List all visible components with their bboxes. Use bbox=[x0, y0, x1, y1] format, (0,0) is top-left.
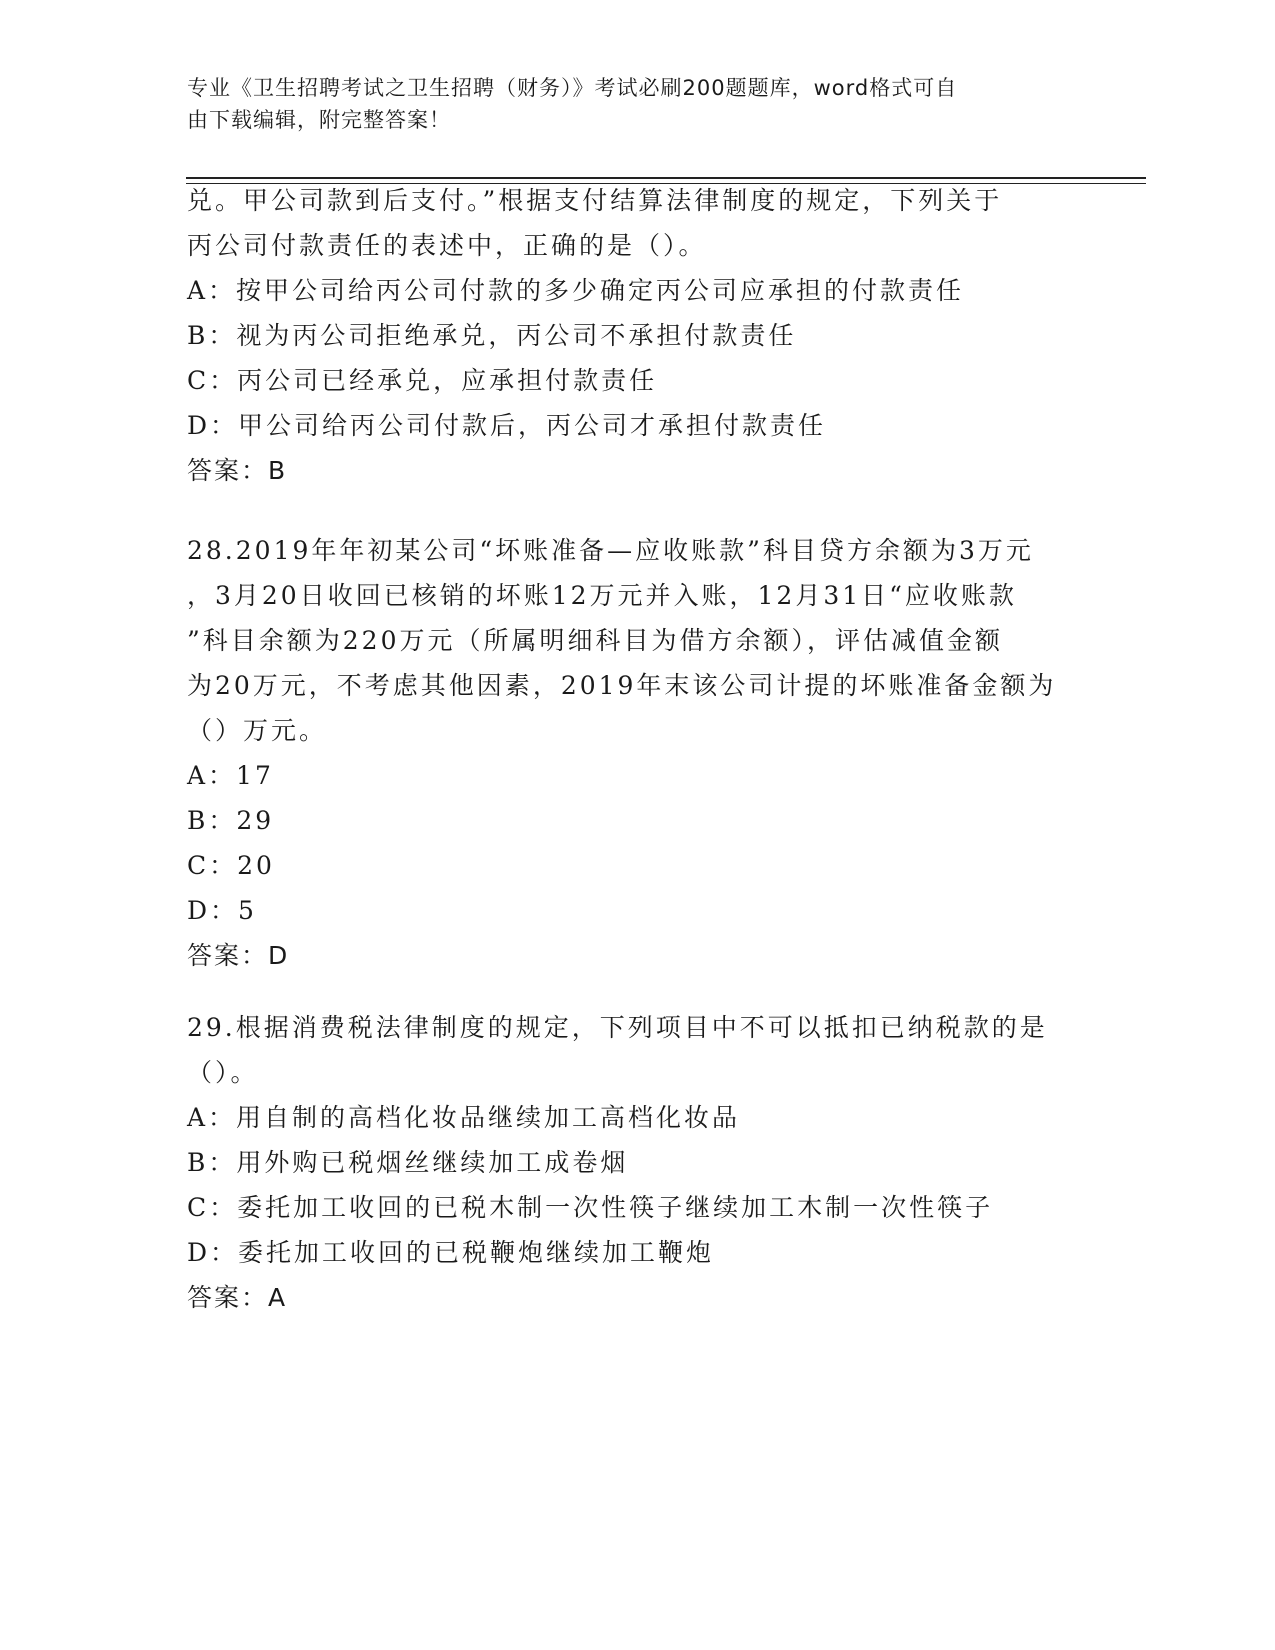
question-text-line: 为20万元，不考虑其他因素，2019年末该公司计提的坏账准备金额为 bbox=[187, 671, 1057, 700]
question-text-line: 丙公司付款责任的表述中，正确的是（）。 bbox=[187, 231, 707, 260]
option-c: C：20 bbox=[187, 851, 275, 880]
answer-line: 答案：D bbox=[187, 941, 290, 970]
option-d: D：甲公司给丙公司付款后，丙公司才承担付款责任 bbox=[187, 411, 827, 440]
option-a: A：用自制的高档化妆品继续加工高档化妆品 bbox=[187, 1103, 741, 1132]
question-text-line: 28.2019年年初某公司“坏账准备—应收账款”科目贷方余额为3万元 bbox=[187, 536, 1034, 565]
question-text-line: 兑。甲公司款到后支付。”根据支付结算法律制度的规定，下列关于 bbox=[187, 186, 1003, 215]
option-b: B：29 bbox=[187, 806, 275, 835]
question-27 bbox=[187, 178, 1087, 493]
question-29 bbox=[187, 1005, 1087, 1320]
question-28 bbox=[187, 528, 1087, 978]
option-b: B：用外购已税烟丝继续加工成卷烟 bbox=[187, 1148, 629, 1177]
option-d: D：委托加工收回的已税鞭炮继续加工鞭炮 bbox=[187, 1238, 715, 1267]
header-line-1: 专业《卫生招聘考试之卫生招聘（财务）》考试必刷200题题库，word格式可自 bbox=[187, 76, 958, 100]
question-text-line: 29.根据消费税法律制度的规定，下列项目中不可以抵扣已纳税款的是 bbox=[187, 1013, 1048, 1042]
option-d: D：5 bbox=[187, 896, 257, 925]
option-c: C：委托加工收回的已税木制一次性筷子继续加工木制一次性筷子 bbox=[187, 1193, 994, 1222]
question-text-line: ，3月20日收回已核销的坏账12万元并入账，12月31日“应收账款 bbox=[187, 581, 1017, 610]
option-b: B：视为丙公司拒绝承兑，丙公司不承担付款责任 bbox=[187, 321, 797, 350]
question-text-line: ”科目余额为220万元（所属明细科目为借方余额），评估减值金额 bbox=[187, 626, 1004, 655]
answer-line: 答案：A bbox=[187, 1283, 288, 1312]
header-line-2: 由下载编辑，附完整答案！ bbox=[187, 108, 451, 132]
document-header bbox=[187, 72, 1067, 136]
option-a: A：按甲公司给丙公司付款的多少确定丙公司应承担的付款责任 bbox=[187, 276, 965, 305]
option-c: C：丙公司已经承兑，应承担付款责任 bbox=[187, 366, 658, 395]
option-a: A：17 bbox=[187, 761, 274, 790]
question-text-line: （）。 bbox=[187, 1058, 259, 1087]
question-text-line: （）万元。 bbox=[187, 716, 328, 745]
answer-line: 答案：B bbox=[187, 456, 288, 485]
